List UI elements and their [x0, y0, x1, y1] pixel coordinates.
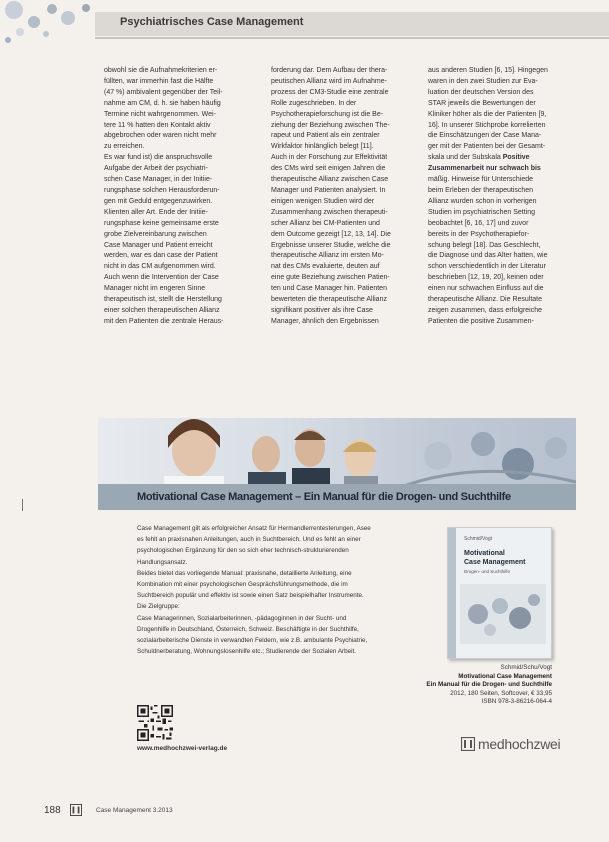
page-header-title: Psychiatrisches Case Management: [120, 16, 304, 28]
text-line: Psychotherapieforschung ist die Be-: [271, 110, 384, 118]
text-line: füllten, war immerhin fast die Hälfte: [104, 77, 214, 85]
text-line: rapeut und Patient als ein zentraler: [271, 132, 380, 140]
text-line: einer solchen therapeutischen Allianz: [104, 306, 220, 314]
text-line: Ergebnisse unserer Studie, welche die: [271, 241, 391, 249]
footer-logo-icon: [70, 804, 82, 816]
text-line: luation der deutschen Version des: [428, 88, 534, 96]
publisher-logo-icon: [461, 737, 475, 751]
text-line: obwohl sie die Aufnahmekriterien er-: [104, 67, 218, 74]
text-line: beschrieben [12, 19, 20], keinen oder: [428, 274, 544, 282]
publisher-name: medhochzwei: [478, 736, 561, 752]
text-line: STAR jeweils die Bewertungen der: [428, 99, 536, 107]
text-line: therapeutische Allianz im ersten Mo-: [271, 252, 384, 260]
book-cover-spheres-graphic: [460, 584, 546, 644]
text-line: Rolle zugeschrieben. In der: [271, 99, 357, 107]
text-line: des CMs wird seit einigen Jahren die: [271, 165, 386, 173]
book-cover-title-line1: Motivational: [464, 550, 505, 557]
text-line: Kliniker höher als die der Patienten [9,: [428, 110, 547, 118]
text-line: scher Allianz bei CM-Patienten und: [271, 219, 380, 227]
header-divider: [95, 37, 609, 39]
text-line: mit den Patienten die zentrale Heraus-: [104, 317, 224, 325]
ad-text-line: sozialarbeiterische Dienste in verwandten Feldern, wie z.B. ambulante Psychiatrie,: [137, 637, 368, 645]
text-line: ziehung der Beziehung zwischen The-: [271, 121, 390, 129]
ad-text-line: Kombination mit einer psychologischen Gesprächsführungsmethode, die im: [137, 581, 348, 589]
ad-text-line: es fehlt an praxisnahen Anleitungen, auch in Suchtbereich. Und es fehlt an einer: [137, 536, 361, 544]
text-line: peutischen Allianz wird im Aufnahme-: [271, 77, 387, 85]
text-line: Auch in der Forschung zur Effektivität: [271, 154, 388, 162]
text-line: Auch wenn die Intervention der Case: [104, 274, 219, 282]
text-line: (47 %) ambivalent gegenüber der Teil-: [104, 88, 223, 96]
text-line: gen mit Geduld entgegenzuwirken.: [104, 197, 213, 205]
text-line: die Diagnose und das Alter hatten, wie: [428, 252, 548, 260]
text-line: Manager, ähnlich den Ergebnissen: [271, 317, 379, 325]
text-line: waren in den zwei Studien zur Eva-: [428, 77, 538, 85]
text-line: nahme am CM, d. h. sie haben häufig: [104, 99, 221, 107]
text-line: einen nur schwachen Einfluss auf die: [428, 285, 544, 293]
text-line: die Einschätzungen der Case Mana-: [428, 132, 542, 140]
ad-description: [137, 524, 402, 658]
text-line: prozess der CM3-Studie eine zentrale: [271, 88, 389, 96]
book-info-authors: Schmid/Schu/Vogt: [500, 664, 552, 671]
publisher-logo: [461, 736, 560, 752]
book-info-details: 2012, 180 Seiten, Softcover, € 33,95: [450, 689, 552, 697]
ad-text-line: Handlungsansatz.: [137, 558, 188, 566]
text-line: zu erreichen.: [104, 143, 145, 151]
ad-text-line: Schuldnerberatung, Wohnungslosenhilfe etc.; Studierende der Sozialen Arbeit.: [137, 648, 357, 656]
text-column-1: [104, 66, 264, 328]
text-column-3: [428, 66, 588, 328]
text-line: schung belegt [18]. Das Geschlecht,: [428, 241, 541, 249]
ad-text-line: Beides bietet das vorliegende Manual: praxisnahe, detaillierte Anleitung, eine: [137, 569, 352, 577]
text-line: rungsphase solchen Herausforderun-: [104, 186, 220, 194]
text-line: Zusammenarbeit nur schwach bis: [428, 165, 541, 173]
text-line: Zusammenhang zwischen therapeuti-: [271, 208, 388, 216]
text-line: therapeutische Allianz zwischen Case: [271, 176, 389, 184]
text-line: Wirkfaktor hinlänglich belegt [11].: [271, 143, 374, 151]
text-line: ten und Case Manager hin. Patienten: [271, 285, 387, 293]
book-info-title-line1: Motivational Case Management: [458, 672, 552, 680]
publisher-url-link[interactable]: www.medhochzwei-verlag.de: [137, 745, 228, 752]
text-line: Studien im psychiatrischen Setting: [428, 208, 535, 216]
text-line: zeigen zusammen, dass erfolgreiche: [428, 306, 543, 314]
text-line: Allianz wurden schon in vorherigen: [428, 197, 537, 205]
text-line: ger mit der Patienten bei der Gesamt-: [428, 143, 546, 151]
text-line: signifikant positiver als ihre Case: [271, 306, 373, 314]
ad-text-line: Suchtbereich populär und effektiv ist sowie einen Satz beispielhafter Instrumente.: [137, 592, 364, 600]
footer-journal-name: Case Management 3.2013: [96, 807, 173, 814]
book-cover-author: Schmid/Vogt: [464, 536, 493, 542]
qr-code-icon: [137, 705, 173, 741]
text-line: Manager und Patienten analysiert. In: [271, 186, 386, 194]
ad-text-line: Case Management gilt als erfolgreicher Ansatz für Hermandlerrentesterungen, Asee: [137, 525, 371, 532]
text-line: forderung dar. Dem Aufbau der thera-: [271, 67, 388, 74]
text-line: Case Manager und Patient erreicht: [104, 241, 213, 249]
text-line: bewerteten die therapeutische Allianz: [271, 296, 387, 304]
ad-text-line: Drogenhilfe in Deutschland, Österreich, Schweiz. Beschäftigte in der Suchthilfe,: [137, 625, 359, 633]
book-cover-subtitle: Drogen- und Suchthilfe: [464, 569, 511, 574]
book-info-title-line2: Ein Manual für die Drogen- und Suchthilfe: [426, 681, 552, 689]
text-line: nat des CMs evaluierte, deuten auf: [271, 263, 380, 271]
book-spine-stripe: [448, 528, 456, 658]
text-line: mäßig. Hinweise für Unterschiede: [428, 176, 534, 184]
text-line: nicht in das CM aufgenommen wird.: [104, 263, 216, 271]
text-line: therapeutisch ist, stellt die Herstellung: [104, 296, 222, 304]
text-line: bereits in der Psychotherapiefor-: [428, 230, 530, 238]
ad-text-line: psychologischen Ergänzung für den so sich eher technisch-strukturierenden: [137, 547, 349, 555]
text-line: einigen wenigen Studien wird der: [271, 197, 375, 205]
bold-term: Positive: [500, 154, 530, 162]
text-line: beim Erleben der therapeutischen: [428, 186, 534, 194]
text-line: Patienten die positive Zusammen-: [428, 317, 534, 325]
ad-text-line: Case Managerinnen, Sozialarbeiterinnen, -pädagoginnen in der Sucht- und: [137, 614, 347, 622]
text-line: dem Outcome gezeigt [12, 13, 14]. Die: [271, 230, 391, 238]
text-line: skala und der Subskala Positive: [428, 154, 530, 162]
page-number: 188: [44, 805, 61, 816]
book-cover-image: [447, 527, 552, 659]
text-line: 16]. In unserer Stichprobe korrelierten: [428, 121, 546, 129]
margin-mark: [22, 499, 23, 511]
text-line: rungsphase keine gemeinsame erste: [104, 219, 219, 227]
text-line: abgebrochen oder waren nicht mehr: [104, 132, 217, 140]
text-line: werden, war es dan case der Patient: [104, 252, 218, 260]
ad-text-line: Die Zielgruppe:: [137, 603, 180, 611]
text-line: schon verschiedentlich in der Literatur: [428, 263, 546, 271]
text-line: Es war fund ist) die anspruchsvolle: [104, 154, 213, 162]
text-line: grobe Zielvereinbarung zwischen: [104, 230, 207, 238]
book-info-isbn: ISBN 978-3-86216-064-4: [481, 698, 552, 706]
book-cover-title-line2: Case Management: [464, 559, 526, 566]
ad-title: Motivational Case Management – Ein Manual für die Drogen- und Suchthilfe: [137, 491, 511, 503]
text-line: schen Case Manager, in der Initiie-: [104, 176, 213, 184]
text-line: beobachtet [6, 16, 17] und zuvor: [428, 219, 529, 227]
text-line: aus anderen Studien [6, 15]. Hingegen: [428, 67, 548, 74]
text-line: tere 11 % hatten den Kontakt aktiv: [104, 121, 211, 129]
book-info: [426, 664, 552, 707]
text-line: eine gute Beziehung zwischen Patien-: [271, 274, 390, 282]
text-column-2: [271, 66, 431, 328]
text-line: therapeutische Allianz. Die Resultate: [428, 296, 543, 304]
text-line: Klienten aller Art. Ende der Initiie-: [104, 208, 208, 216]
text-line: Aufgabe der Arbeit der psychiatri-: [104, 165, 208, 173]
text-line: Termine nicht wahrgenommen. Wei-: [104, 110, 216, 118]
text-line: Manager nicht im engeren Sinne: [104, 285, 206, 293]
